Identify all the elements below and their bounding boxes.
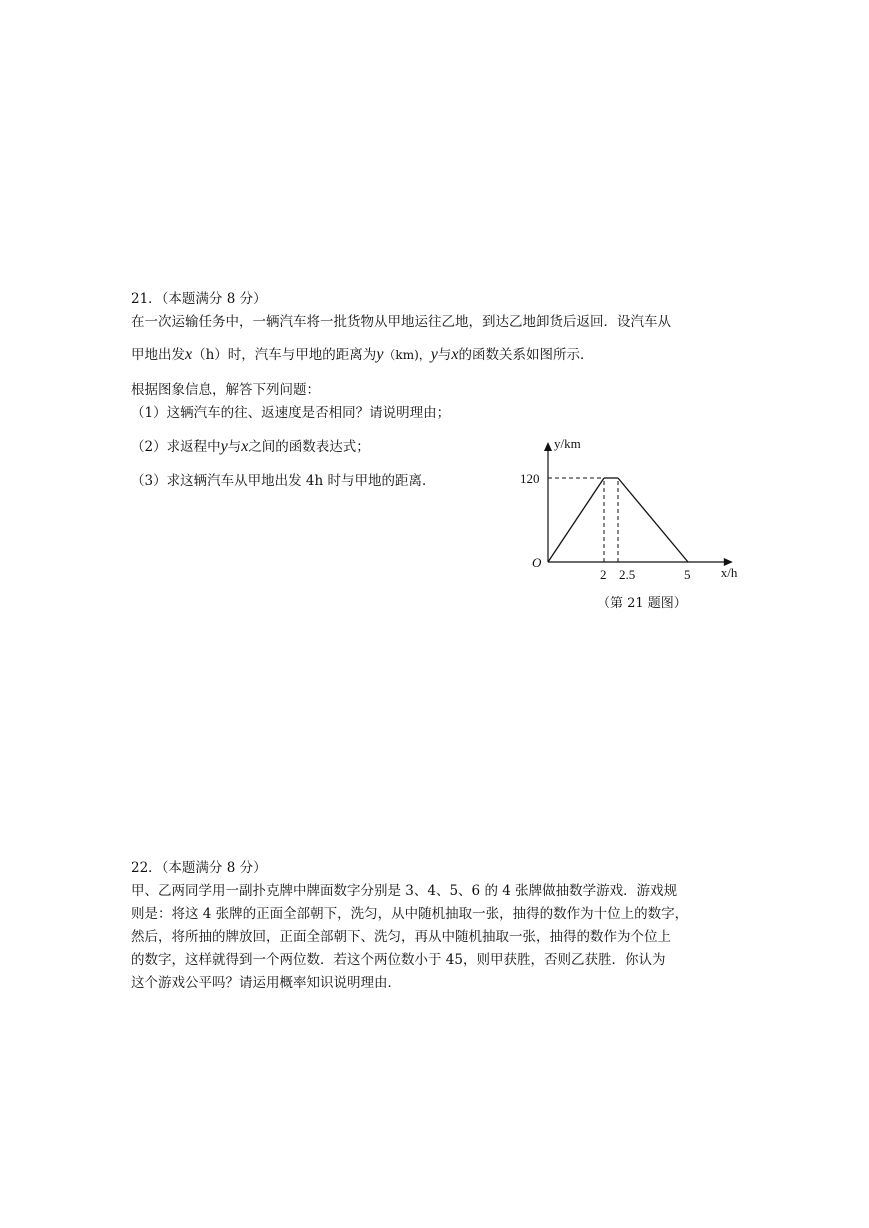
q21-line1: 在一次运输任务中，一辆汽车将一批货物从甲地运往乙地，到达乙地卸货后返回．设汽车从 xyxy=(131,314,671,330)
q21-line2-p2: （h）时，汽车与甲地的距离为 xyxy=(192,347,377,363)
y-axis-label: y/km xyxy=(554,436,581,451)
var-x: x xyxy=(451,346,459,363)
var-x: x xyxy=(241,438,249,455)
x-tick-label: 2 xyxy=(600,567,607,582)
distance-time-graph xyxy=(520,432,740,582)
q21-line2 xyxy=(131,346,593,364)
q21-sub2 xyxy=(131,438,370,456)
origin-label: O xyxy=(532,555,542,570)
series-segment-0-0 xyxy=(548,478,604,562)
var-x: x xyxy=(185,346,193,363)
q22-line4: 的数字，这样就得到一个两位数．若这个两位数小于 45，则甲获胜，否则乙获胜．你认为 xyxy=(131,952,666,968)
x-axis-label: x/h xyxy=(720,565,738,580)
figure-caption: （第 21 题图） xyxy=(597,596,687,611)
q21-sub1: （1）这辆汽车的往、返速度是否相同？请说明理由； xyxy=(131,405,451,421)
q22-line2: 则是：将这 4 张牌的正面全部朝下，洗匀，从中随机抽取一张，抽得的数作为十位上的数字， xyxy=(131,906,689,922)
q22-line1: 甲、乙两同学用一副扑克牌中牌面数字分别是 3、4、5、6 的 4 张牌做抽数学游戏．游戏规 xyxy=(131,883,678,899)
q22-line3: 然后，将所抽的牌放回，正面全部朝下、洗匀，再从中随机抽取一张，抽得的数作为个位上 xyxy=(131,929,671,945)
q21-sub2-p3: 之间的函数表达式； xyxy=(248,439,370,455)
q21-line2-p1: 甲地出发 xyxy=(131,347,185,363)
var-y: y xyxy=(430,346,438,363)
q21-line2-p3: （km)， xyxy=(383,348,431,362)
var-y: y xyxy=(376,346,384,363)
x-tick-label: 5 xyxy=(684,567,691,582)
q21-line2-p4: 与 xyxy=(437,347,452,363)
q21-sub2-p2: 与 xyxy=(227,439,242,455)
q21-sub2-p1: （2）求返程中 xyxy=(131,439,221,455)
q21-sub3: （3）求这辆汽车从甲地出发 4h 时与甲地的距离． xyxy=(131,473,436,489)
y-tick-label: 120 xyxy=(520,471,540,486)
x-tick-label: 2.5 xyxy=(619,567,636,582)
series-segment-0-2 xyxy=(618,478,688,562)
q21-intro: 根据图象信息，解答下列问题： xyxy=(131,382,320,398)
q22-line5: 这个游戏公平吗？请运用概率知识说明理由． xyxy=(131,975,401,991)
var-y: y xyxy=(220,438,228,455)
q21-line2-p5: 的函数关系如图所示． xyxy=(458,347,594,363)
q22-header: 22．（本题满分 8 分） xyxy=(131,860,267,876)
q21-header: 21．（本题满分 8 分） xyxy=(131,291,267,307)
y-axis-arrow xyxy=(544,442,552,451)
